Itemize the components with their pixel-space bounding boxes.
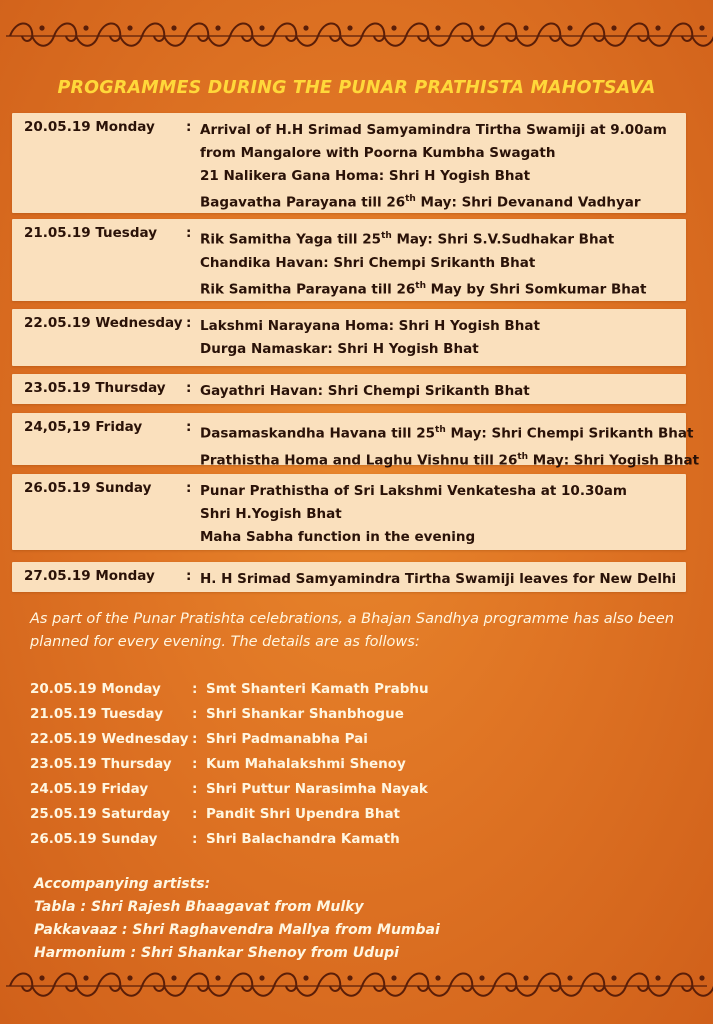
bhajan-schedule-list (30, 679, 530, 854)
programme-row (12, 219, 686, 301)
programme-separator: : (186, 480, 192, 496)
programme-date: 27.05.19 Monday (24, 568, 155, 584)
programme-detail-line: Chandika Havan: Shri Chempi Srikanth Bhat (200, 254, 536, 271)
programme-details (200, 480, 684, 549)
bhajan-separator: : (192, 731, 198, 747)
programme-details (200, 380, 684, 403)
programme-detail-line: from Mangalore with Poorna Kumbha Swagath (200, 145, 556, 161)
bhajan-date: 26.05.19 Sunday (30, 831, 158, 847)
programme-date: 21.05.19 Tuesday (24, 225, 158, 241)
bhajan-intro-text: As part of the Punar Pratishta celebrations, a Bhajan Sandhya programme has also been planned for every evening. The details are as follows: (30, 611, 674, 650)
artist-line-pakkavaaz: Pakkavaaz : Shri Raghavendra Mallya from Mumbai (34, 922, 440, 938)
bhajan-date: 20.05.19 Monday (30, 681, 161, 697)
programme-separator: : (186, 568, 192, 584)
bhajan-row (30, 754, 530, 779)
programme-details (200, 225, 684, 301)
programme-detail-line: Punar Prathistha of Sri Lakshmi Venkatesha at 10.30am (200, 483, 627, 499)
bhajan-date: 24.05.19 Friday (30, 781, 149, 797)
programme-detail-line: Gayathri Havan: Shri Chempi Srikanth Bhat (200, 383, 530, 399)
bhajan-row (30, 804, 530, 829)
bhajan-date: 21.05.19 Tuesday (30, 706, 164, 722)
programme-detail-line: Lakshmi Narayana Homa: Shri H Yogish Bhat (200, 318, 540, 334)
programme-row (12, 562, 686, 592)
bhajan-performer: Shri Puttur Narasimha Nayak (206, 781, 428, 797)
programme-separator: : (186, 315, 192, 331)
artists-heading: Accompanying artists: (34, 876, 211, 892)
programme-separator: : (186, 380, 192, 396)
programme-date: 22.05.19 Wednesday (24, 315, 183, 331)
programme-details (200, 419, 700, 472)
bhajan-separator: : (192, 806, 198, 822)
bhajan-separator: : (192, 781, 198, 797)
programme-row (12, 474, 686, 550)
programme-date: 26.05.19 Sunday (24, 480, 152, 496)
programme-details (200, 315, 684, 361)
programme-separator: : (186, 419, 192, 435)
bhajan-row (30, 704, 530, 729)
programme-detail-line: Maha Sabha function in the evening (200, 529, 476, 545)
bhajan-date: 25.05.19 Saturday (30, 806, 171, 822)
programme-row (12, 374, 686, 404)
programme-separator: : (186, 119, 192, 135)
programme-detail-line: 21 Nalikera Gana Homa: Shri H Yogish Bhat (200, 168, 531, 184)
programme-details (200, 568, 684, 591)
bhajan-separator: : (192, 706, 198, 722)
bhajan-performer: Pandit Shri Upendra Bhat (206, 806, 401, 822)
programme-detail-line: Dasamaskandha Havana till 25th May: Shri Chempi Srikanth Bhat (200, 425, 694, 442)
programme-detail-line: Rik Samitha Yaga till 25th May: Shri S.V.Sudhakar Bhat (200, 231, 615, 248)
bhajan-performer: Shri Padmanabha Pai (206, 731, 368, 747)
bhajan-date: 23.05.19 Thursday (30, 756, 172, 772)
accompanying-artists (34, 873, 694, 965)
programme-row (12, 413, 700, 468)
programme-detail-line: Prathistha Homa and Laghu Vishnu till 26th May: Shri Yogish Bhat (200, 451, 700, 468)
bhajan-date: 22.05.19 Wednesday (30, 731, 189, 747)
bhajan-row (30, 679, 530, 704)
bhajan-performer: Shri Shankar Shanbhogue (206, 706, 404, 722)
programme-detail-line: Durga Namaskar: Shri H Yogish Bhat (200, 341, 479, 357)
bhajan-separator: : (192, 681, 198, 697)
programme-separator: : (186, 225, 192, 241)
top-scroll-ornament-icon (0, 14, 713, 54)
bhajan-row (30, 829, 530, 854)
bhajan-performer: Shri Balachandra Kamath (206, 831, 400, 847)
bhajan-separator: : (192, 831, 198, 847)
bhajan-performer: Smt Shanteri Kamath Prabhu (206, 681, 429, 697)
programme-date: 20.05.19 Monday (24, 119, 155, 135)
programme-detail-line: Shri H.Yogish Bhat (200, 506, 342, 522)
bhajan-row (30, 779, 530, 804)
page-title: PROGRAMMES DURING THE PUNAR PRATHISTA MAHOTSAVA (57, 78, 656, 98)
programme-row (12, 113, 686, 213)
programme-detail-line: Arrival of H.H Srimad Samyamindra Tirtha Swamiji at 9.00am (200, 122, 667, 138)
programme-detail-line: H. H Srimad Samyamindra Tirtha Swamiji leaves for New Delhi (200, 571, 677, 587)
programme-detail-line: Rik Samitha Parayana till 26th May by Shri Somkumar Bhat (200, 280, 647, 297)
programme-date: 23.05.19 Thursday (24, 380, 166, 396)
programme-row (12, 309, 686, 366)
programme-detail-line: Bagavatha Parayana till 26th May: Shri Devanand Vadhyar (200, 194, 641, 211)
artist-line-harmonium: Harmonium : Shri Shankar Shenoy from Udupi (34, 945, 399, 961)
bhajan-performer: Kum Mahalakshmi Shenoy (206, 756, 406, 772)
bhajan-row (30, 729, 530, 754)
bhajan-separator: : (192, 756, 198, 772)
artist-line-tabla: Tabla : Shri Rajesh Bhaagavat from Mulky (34, 899, 364, 915)
programme-date: 24,05,19 Friday (24, 419, 143, 435)
programme-details (200, 119, 684, 215)
bottom-scroll-ornament-icon (0, 964, 713, 1004)
